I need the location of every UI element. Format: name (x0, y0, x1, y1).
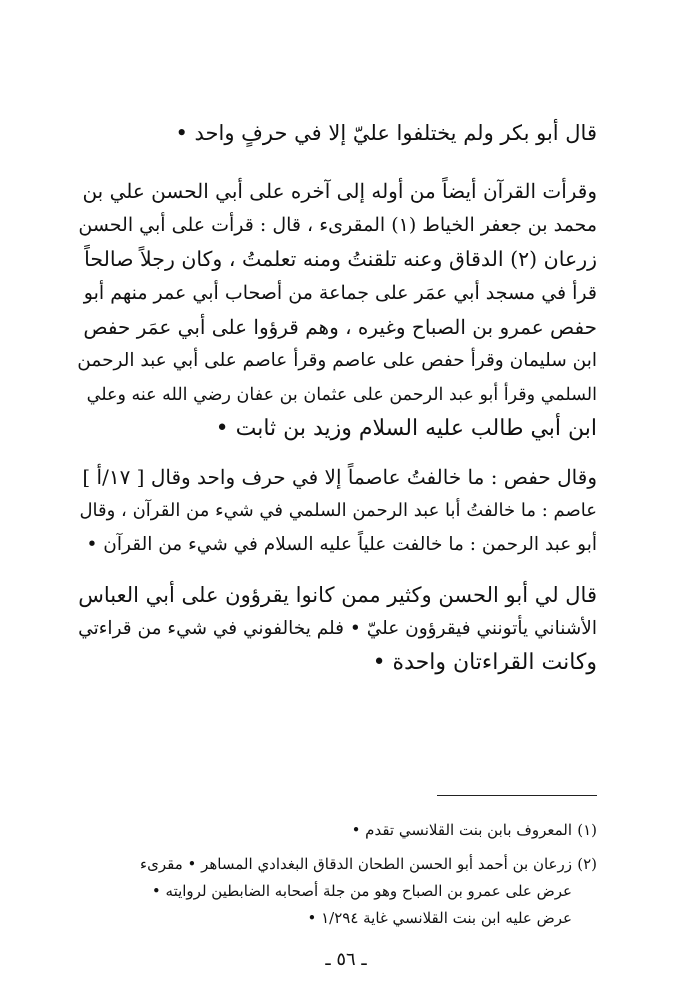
paragraph-1-line-3: زرعان (٢) الدقاق وعنه تلقنتُ ومنه تعلمتُ ، وكان رجلاً صالحاً (84, 247, 597, 271)
paragraph-3-line-2: الأشناني يأتونني فيقرؤون عليّ • فلم يخالفوني في شيء من قراءتي (78, 618, 597, 639)
footnote-1-number: (١) (577, 821, 597, 839)
page-heading: قال أبو بكر ولم يختلفوا عليّ إلا في حرفٍ واحد • (175, 121, 597, 145)
page-number: ـ ٥٦ ـ (325, 949, 367, 970)
footnote-2-text-line-3: عرض عليه ابن بنت القلانسي غاية ١/٢٩٤ • (307, 909, 572, 927)
paragraph-2-line-2: عاصم : ما خالفتُ أبا عبد الرحمن السلمي في شيء من القرآن ، وقال (79, 500, 597, 521)
paragraph-1-line-4: قرأ في مسجد أبي عمَر على جماعة من أصحاب أبي عمر منهم أبو (83, 282, 597, 304)
paragraph-3-line-1: قال لي أبو الحسن وكثير ممن كانوا يقرؤون على أبي العباس (78, 583, 597, 607)
paragraph-1-line-1: وقرأت القرآن أيضاً من أوله إلى آخره على أبي الحسن علي بن (82, 179, 597, 203)
paragraph-1-line-8: ابن أبي طالب عليه السلام وزيد بن ثابت • (215, 416, 597, 441)
paragraph-3-line-3: وكانت القراءتان واحدة • (372, 650, 597, 675)
paragraph-2-line-1: وقال حفص : ما خالفتُ عاصماً إلا في حرف واحد وقال [ ١٧/أ ] (82, 465, 597, 489)
footnote-1-text: المعروف بابن بنت القلانسي تقدم • (351, 821, 572, 839)
paragraph-1-line-6: ابن سليمان وقرأ حفص على عاصم وقرأ عاصم على أبي عبد الرحمن (77, 350, 597, 371)
footnote-2-text-line-1: زرعان بن أحمد أبو الحسن الطحان الدقاق البغدادي المساهر • مقرىء (140, 855, 572, 873)
paragraph-1-line-7: السلمي وقرأ أبو عبد الرحمن على عثمان بن عفان رضي الله عنه وعلي (86, 385, 597, 405)
footnote-separator (437, 795, 597, 796)
paragraph-1-line-5: حفص عمرو بن الصباح وغيره ، وهم قرؤوا على أبي عمَر حفص (83, 315, 597, 339)
paragraph-2-line-3: أبو عبد الرحمن : ما خالفت علياً عليه السلام في شيء من القرآن • (86, 534, 597, 555)
footnote-2-text-line-2: عرض على عمرو بن الصباح وهو من جلة أصحابه الضابطين لروايته • (151, 882, 572, 900)
footnote-2-number: (٢) (577, 855, 597, 873)
paragraph-1-line-2: محمد بن جعفر الخياط (١) المقرىء ، قال : قرأت على أبي الحسن (78, 214, 597, 236)
